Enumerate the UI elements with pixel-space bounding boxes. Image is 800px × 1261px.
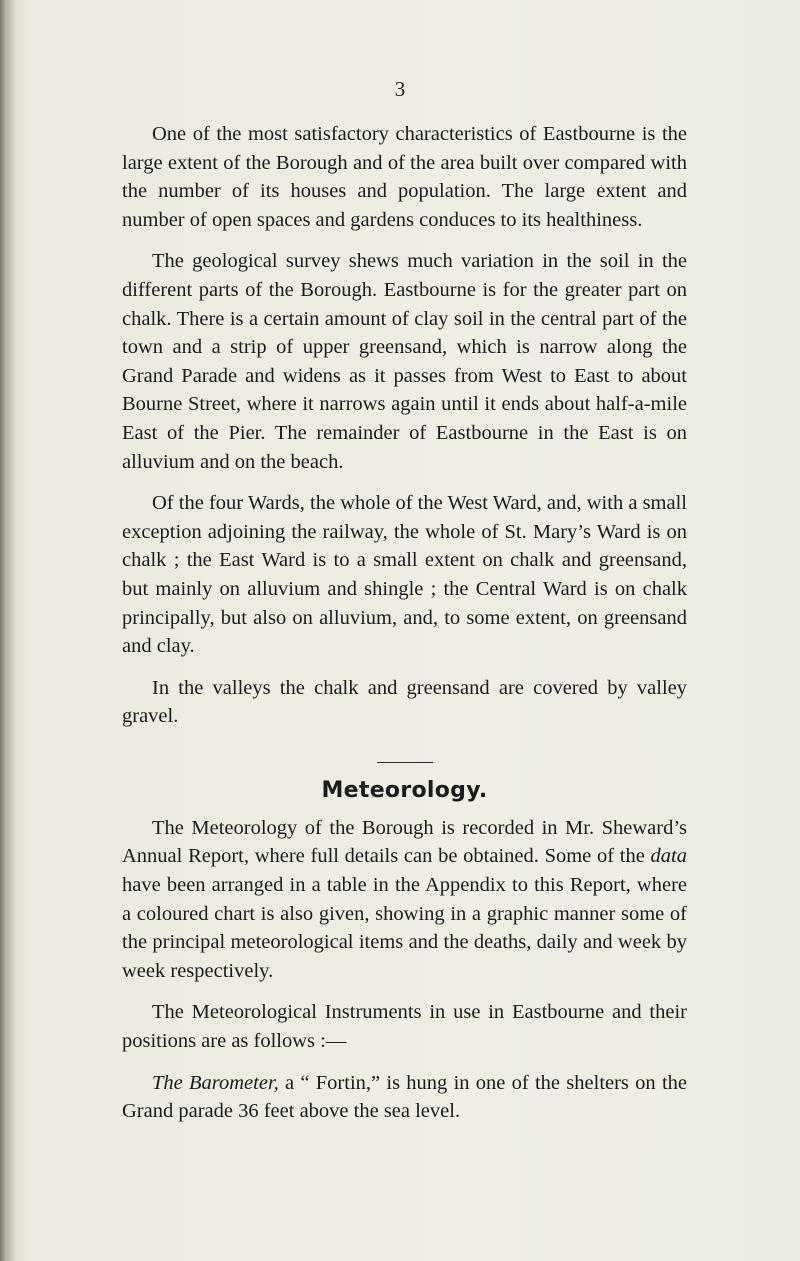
paragraph-barometer [122, 1069, 687, 1126]
paragraph-instruments: The Meteorological Instruments in use in Eastbourne and their positions are as follows :— [122, 1001, 687, 1053]
paragraph-valleys: In the valleys the chalk and greensand are covered by valley gravel. [122, 676, 687, 728]
section-divider [377, 762, 433, 763]
paragraph-geology: The geological survey shews much variation in the soil in the different parts of the Borough. Eastbourne is for the greater part on chalk. There is a certain amount of clay soil in the central part of the town and a strip of upper greensand, which is narrow along the Grand Parade and widens as it passes from West to East to about Bourne Street, where it narrows again until it ends about half-a-mile East of the Pier. The remainder of Eastbourne in the East is on alluvium and on the beach. [122, 250, 687, 473]
binding-shadow [0, 0, 16, 1261]
text-run: a “ Fortin,” is hung in one of the shelters on the Grand parade 36 feet above the sea level. [122, 1071, 687, 1123]
text-run: The Meteorology of the Borough is recorded in Mr. Sheward’s Annual Report, where full details can be obtained. Some of the [122, 816, 687, 868]
paragraph-wards: Of the four Wards, the whole of the West Ward, and, with a small exception adjoining the railway, the whole of St. Mary’s Ward is on chalk ; the East Ward is to a small extent on chalk and greensand, but mainly on alluvium and shingle ; the Central Ward is on chalk principally, but also on alluvium, and, to some extent, on greensand and clay. [122, 492, 687, 658]
page-number: 3 [394, 77, 406, 101]
section-heading: Meteorology. [321, 777, 488, 803]
paragraph-meteorology-report [122, 814, 687, 986]
text-run: have been arranged in a table in the Appendix to this Report, where a coloured chart is also given, showing in a graphic manner some of the principal meteorological items and the deaths, daily and week by week respectively. [122, 874, 687, 982]
italic-term: The Barometer, [152, 1071, 279, 1094]
page-body [122, 120, 687, 1139]
italic-term: data [650, 845, 687, 868]
paragraph-extent: One of the most satisfactory characteristics of Eastbourne is the large extent of the Borough and of the area built over compared with the number of its houses and population. The large extent and number of open spaces and gardens conduces to its healthiness. [122, 123, 687, 231]
